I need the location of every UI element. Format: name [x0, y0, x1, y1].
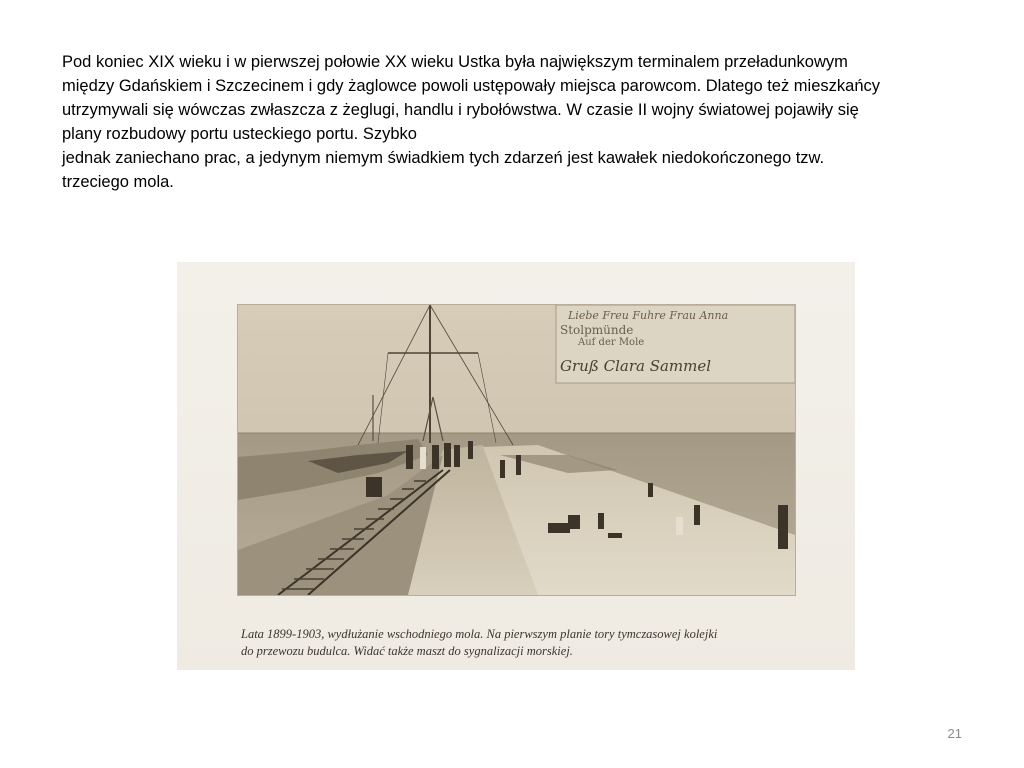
pier-photo-illustration	[238, 305, 795, 595]
body-text-line: plany rozbudowy portu usteckiego portu. Szybko	[62, 125, 417, 143]
postcard-printed-title: Stolpmünde	[560, 323, 634, 337]
postcard-printed-subtitle: Auf der Mole	[578, 337, 645, 348]
body-text-line: utrzymywali się wówczas zwłaszcza z żeglugi, handlu i rybołówstwa. W czasie II wojny światowej pojawiły się	[62, 101, 859, 119]
body-text-line: trzeciego mola.	[62, 173, 174, 191]
historical-photo-pier	[237, 304, 796, 596]
body-text	[62, 50, 962, 194]
postcard-handwriting: Liebe Freu Fuhre Frau Anna	[568, 309, 729, 322]
postcard-handwriting: Gruß Clara Sammel	[560, 357, 712, 375]
body-text-line: Pod koniec XIX wieku i w pierwszej połowie XX wieku Ustka była największym terminalem przeładunkowym	[62, 53, 848, 71]
photo-caption	[241, 626, 841, 660]
scanned-page	[177, 262, 855, 670]
caption-line: Lata 1899-1903, wydłużanie wschodniego mola. Na pierwszym planie tory tymczasowej kolejki	[241, 627, 718, 641]
body-text-line: między Gdańskiem i Szczecinem i gdy żaglowce powoli ustępowały miejsca parowcom. Dlatego też mieszkańcy	[62, 77, 880, 95]
body-text-line: jednak zaniechano prac, a jedynym niemym świadkiem tych zdarzeń jest kawałek niedokończonego tzw.	[62, 149, 825, 167]
caption-line: do przewozu budulca. Widać także maszt do sygnalizacji morskiej.	[241, 644, 573, 658]
page-number: 21	[947, 726, 962, 741]
